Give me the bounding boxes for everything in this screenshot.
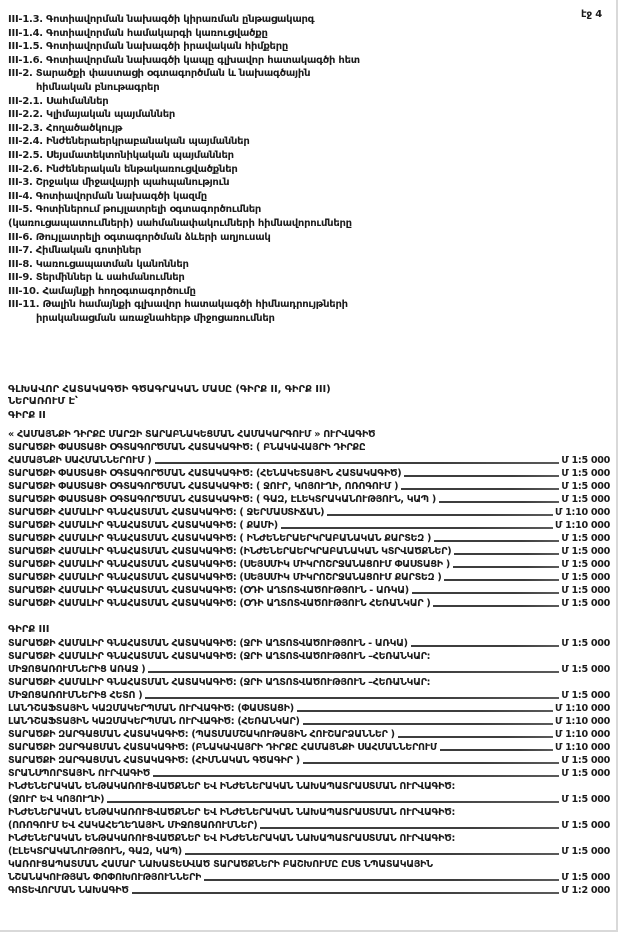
entry-text: ՆՇԱՆԱԿՈՒԹՅԱՆ ՓՈՓՈԽՈՒԹՅՈՒՆՆԵՐԻ [8,871,202,883]
scale-value: Մ 1:10 000 [554,519,610,531]
book3-entries [8,637,610,897]
toc-item: III-2. Տարածքի փաստացի օգտագործման և նախագծային [8,68,311,80]
toc-item: հիմնական բնութագրեր [36,81,160,93]
toc-item: III-3. Շրջակա միջավայրի պահպանություն [8,177,230,189]
map-list-entry [8,715,610,728]
leader-line [260,827,559,829]
toc-item: III-1.4. Գոտիավորման համակարգի կառուցվածքը [8,27,268,39]
leader-line [440,749,553,751]
page-number: էջ 4 [580,9,602,20]
leader-line [153,775,559,777]
entry-text: ՏԱՐԱԾՔԻ ՀԱՄԱԼԻՐ ԳՆԱՀԱՏՄԱՆ ՀԱՏԱԿԱԳԻԾ: (ՍԵՅՍՄԻԿ ՄԻԿՐՈՇՐՋԱՆԱՑՈՒՄ ՔԱՐՏԵԶ ) [8,571,442,583]
scale-value: Մ 1:5 000 [561,767,610,779]
map-list-entry [8,767,610,780]
leader-line [454,553,559,555]
entry-text: ՏԱՐԱԾՔԻ ՓԱՍՏԱՑԻ ՕԳՏԱԳՈՐԾՄԱՆ ՀԱՏԱԿԱԳԻԾ: ( ԲՆԱԿԱՎԱՅՐԻ ԴԻՐՔԸ [8,441,366,453]
entry-line [8,793,610,806]
leader-line [398,736,553,738]
leader-line [404,475,559,477]
toc-item: III-6. Թույլատրելի օգտագործման ձևերի աղյուսակ [8,231,271,243]
entry-text: ԻՆԺԵՆԵՐԱԿԱՆ ԵՆԹԱԿԱՌՈՒՑՎԱԾՔՆԵՐ ԵՎ ԻՆԺԵՆԵՐԱԿԱՆ ՆԱԽԱՊԱՏՐԱՍՏՄԱՆ ՈՒՐՎԱԳԻԾ: [8,780,456,792]
leader-line [148,671,559,673]
entry-line [8,637,610,650]
leader-line [401,488,559,490]
leader-line [439,501,559,503]
entry-text: ՄԻՋՈՑԱՌՈՒՄՆԵՐԻՑ ԱՌԱՋ ) [8,663,146,675]
toc-item: (կառուցապատումների) սահմանափակումների հիմնավորումները [8,217,352,229]
leader-line [281,527,553,529]
includes-label: ՆԵՐԱՌՈՒՄ Է՝ [8,396,78,408]
entry-line [8,767,610,780]
toc-item: III-7. Հիմնական գոտիներ [8,245,142,257]
entry-line [8,545,610,558]
map-list-entry [8,428,610,441]
entry-text: « ՀԱՄԱՅՆՔԻ ԴԻՐՔԸ ՄԱՐԶԻ ՏԱՐԱԲՆԱԿԵՑՄԱՆ ՀԱՄԱԿԱՐԳՈՒՄ » ՈՒՐՎԱԳԻԾ [8,428,376,440]
scale-value: Մ 1:5 000 [561,480,610,492]
entry-line [8,819,610,832]
toc-item: III-11. Թալին համայնքի գլխավոր հատակագծի հիմնադրույթների [8,299,348,311]
entry-line [8,689,610,702]
scale-value: Մ 1:5 000 [561,819,610,831]
map-list-entry [8,858,610,884]
entry-text: ՏԱՐԱԾՔԻ ՀԱՄԱԼԻՐ ԳՆԱՀԱՏՄԱՆ ՀԱՏԱԿԱԳԻԾ: (ՕԴԻ ԱՂՏՈՏՎԱԾՈՒԹՅՈՒՆ - ԱՌԿԱ) [8,584,409,596]
entry-line [8,702,610,715]
map-list-entry [8,558,610,571]
toc-item: իրականացման առաջնահերթ միջոցառումներ [36,313,275,325]
leader-line [107,801,559,803]
entry-text: ՏԱՐԱԾՔԻ ՀԱՄԱԼԻՐ ԳՆԱՀԱՏՄԱՆ ՀԱՏԱԿԱԳԻԾ: (ՍԵՅՍՄԻԿ ՄԻԿՐՈՇՐՋԱՆԱՑՈՒՄ ՓԱՍՏԱՑԻ ) [8,558,450,570]
scale-value: Մ 1:5 000 [561,558,610,570]
leader-line [411,645,560,647]
entry-line [8,715,610,728]
map-list-entry [8,702,610,715]
entry-line [8,571,610,584]
map-list-entry [8,754,610,767]
entry-text: ԼԱՆԴՇԱՖՏԱՅԻՆ ԿԱԶՄԱԿԵՐՊՄԱՆ ՈՒՐՎԱԳԻԾ: (ՀԵՌԱՆԿԱՐ) [8,715,300,727]
book3-label: ԳԻՐՔ III [8,623,50,635]
map-list-entry [8,584,610,597]
entry-line [8,558,610,571]
map-list-entry [8,493,610,506]
leader-line [145,697,559,699]
scale-value: Մ 1:5 000 [561,584,610,596]
entry-text: (ՋՈՒՐ ԵՎ ԿՈՅՈՒՂԻ) [8,793,105,805]
scale-value: Մ 1:10 000 [554,506,610,518]
toc-item: III-1.3. Գոտիավորման նախագծի կիրառման ընթացակարգ [8,14,315,25]
entry-text: (ԷԼԵԿՏՐԱԿԱՆՈՒԹՅՈՒՆ, ԳԱԶ, ԿԱՊ) [8,845,182,857]
entry-line [8,584,610,597]
entry-line [8,780,610,793]
map-list-entry [8,832,610,858]
scale-value: Մ 1:10 000 [554,728,610,740]
scale-value: Մ 1:10 000 [554,741,610,753]
map-list-entry [8,441,610,467]
entry-line [8,871,610,884]
map-list-entry [8,532,610,545]
graphic-part-header [8,384,610,422]
toc-item: III-2.4. Ինժեներաերկրաբանական պայմաններ [8,136,250,148]
scale-value: Մ 1:10 000 [554,702,610,714]
entry-line [8,754,610,767]
entry-line [8,832,610,845]
leader-line [327,514,553,516]
entry-line [8,845,610,858]
map-list-entry [8,884,610,897]
entry-text: ՏԱՐԱԾՔԻ ՀԱՄԱԼԻՐ ԳՆԱՀԱՏՄԱՆ ՀԱՏԱԿԱԳԻԾ: (ՋՐԻ ԱՂՏՈՏՎԱԾՈՒԹՅՈՒՆ –ՀԵՌԱՆԿԱՐ: [8,650,431,662]
toc-item: III-1.5. Գոտիավորման նախագծի իրավական հիմքերը [8,41,289,53]
leader-line [297,710,553,712]
toc-item: III-9. Տերմիններ և սահմանումներ [8,272,185,284]
entry-line [8,858,610,871]
entry-line [8,676,610,689]
entry-text: ՏԱՐԱԾՔԻ ԶԱՐԳԱՑՄԱՆ ՀԱՏԱԿԱԳԻԾ: (ԲՆԱԿԱՎԱՅՐԻ ԴԻՐՔԸ ՀԱՄԱՅՆՔԻ ՍԱՀՄԱՆՆԵՐՈՒՄ [8,741,438,753]
entry-text: ՏԱՐԱԾՔԻ ՓԱՍՏԱՑԻ ՕԳՏԱԳՈՐԾՄԱՆ ՀԱՏԱԿԱԳԻԾ: (ՀԵՆԱԿԵՏԱՅԻՆ ՀԱՏԱԿԱԳԻԾ) [8,467,402,479]
entry-text: ՏԱՐԱԾՔԻ ՀԱՄԱԼԻՐ ԳՆԱՀԱՏՄԱՆ ՀԱՏԱԿԱԳԻԾ: ( ԻՆԺԵՆԵՐԱԵՐԿՐԱԲԱՆԱԿԱՆ ՔԱՐՏԵԶ ) [8,532,432,544]
entry-line [8,884,610,897]
map-list-entry [8,780,610,806]
toc-item: III-1.6. Գոտիավորման նախագծի կապը գլխավոր հատակագծի հետ [8,54,360,66]
entry-line [8,741,610,754]
entry-text: ՏԱՐԱԾՔԻ ՀԱՄԱԼԻՐ ԳՆԱՀԱՏՄԱՆ ՀԱՏԱԿԱԳԻԾ: (ԻՆԺԵՆԵՐԱԵՐԿՐԱԲԱՆԱԿԱՆ ԿՏՐՎԱԾՔՆԵՐ) [8,545,452,557]
entry-text: ՏԱՐԱԾՔԻ ՓԱՍՏԱՑԻ ՕԳՏԱԳՈՐԾՄԱՆ ՀԱՏԱԿԱԳԻԾ: ( ՋՈՒՐ, ԿՈՅՈՒՂԻ, ՈՌՈԳՈՒՄ ) [8,480,399,492]
entry-line [8,441,610,454]
leader-line [412,592,559,594]
map-list-entry [8,545,610,558]
scale-value: Մ 1:5 000 [561,871,610,883]
entry-line [8,532,610,545]
scale-value: Մ 1:2 000 [561,884,610,896]
entry-line [8,597,610,610]
entry-text: ՀԱՄԱՅՆՔԻ ՍԱՀՄԱՆՆԵՐՈՒՄ ) [8,454,152,466]
entry-text: ՏԱՐԱԾՔԻ ՀԱՄԱԼԻՐ ԳՆԱՀԱՏՄԱՆ ՀԱՏԱԿԱԳԻԾ: (ՋՐԻ ԱՂՏՈՏՎԱԾՈՒԹՅՈՒՆ - ԱՌԿԱ) [8,637,408,649]
scale-value: Մ 1:5 000 [561,689,610,701]
map-list-entry [8,676,610,702]
scale-value: Մ 1:5 000 [561,845,610,857]
toc-item: III-2.1. Սահմաններ [8,95,109,107]
scale-value: Մ 1:5 000 [561,793,610,805]
toc-item: III-4. Գոտիավորման նախագծի կազմը [8,190,207,202]
entry-text: ՏԱՐԱԾՔԻ ԶԱՐԳԱՑՄԱՆ ՀԱՏԱԿԱԳԻԾ: (ՊԱՏՄԱՄՇԱԿՈՒԹԱՅԻՆ ՀՈՒՇԱՐՁԱՆՆԵՐ ) [8,728,395,740]
toc-item: III-2.2. Կլիմայական պայմաններ [8,109,176,121]
scale-value: Մ 1:10 000 [554,715,610,727]
entry-text: ԼԱՆԴՇԱՖՏԱՅԻՆ ԿԱԶՄԱԿԵՐՊՄԱՆ ՈՒՐՎԱԳԻԾ: (ՓԱՍՏԱՑԻ) [8,702,294,714]
map-list-entry [8,506,610,519]
toc-item: III-5. Գոտիներում թույլատրելի օգտագործումներ [8,204,262,216]
book2-label: ԳԻՐՔ II [8,409,46,421]
entry-text: ՏՐԱՆՍՊՈՐՏԱՅԻՆ ՈՒՐՎԱԳԻԾ [8,767,150,779]
map-list-entry [8,728,610,741]
entry-line [8,480,610,493]
leader-line [433,605,559,607]
leader-line [434,540,559,542]
toc-item: III-2.5. Սեյսմատեկտոնիկական պայմաններ [8,149,234,161]
leader-line [185,853,559,855]
entry-text: ՏԱՐԱԾՔԻ ԶԱՐԳԱՑՄԱՆ ՀԱՏԱԿԱԳԻԾ: (ՀԻՄՆԱԿԱՆ ԳԾԱԳԻՐ ) [8,754,300,766]
entry-line [8,493,610,506]
entry-line [8,428,610,441]
entry-text: ՏԱՐԱԾՔԻ ՀԱՄԱԼԻՐ ԳՆԱՀԱՏՄԱՆ ՀԱՏԱԿԱԳԻԾ: (ՋՐԻ ԱՂՏՈՏՎԱԾՈՒԹՅՈՒՆ –ՀԵՌԱՆԿԱՐ: [8,676,431,688]
map-list-entry [8,650,610,676]
scale-value: Մ 1:5 000 [561,493,610,505]
entry-line [8,650,610,663]
leader-line [444,579,559,581]
entry-text: ՏԱՐԱԾՔԻ ՓԱՍՏԱՑԻ ՕԳՏԱԳՈՐԾՄԱՆ ՀԱՏԱԿԱԳԻԾ: ( ԳԱԶ, ԷԼԵԿՏՐԱԿԱՆՈՒԹՅՈՒՆ, ԿԱՊ ) [8,493,436,505]
toc-section [8,13,610,326]
map-list-entry [8,467,610,480]
scale-value: Մ 1:5 000 [561,467,610,479]
leader-line [204,879,559,881]
entry-text: ԿԱՌՈՒՑԱՊԱՏՄԱՆ ՀԱՄԱՐ ՆԱԽԱՏԵՍՎԱԾ ՏԱՐԱԾՔՆԵՐԻ ԲԱՇԽՈՒՄԸ ԸՍՏ ՆՊԱՏԱԿԱՅԻՆ [8,858,433,870]
map-list-entry [8,637,610,650]
entry-line [8,454,610,467]
leader-line [303,762,560,764]
scale-value: Մ 1:5 000 [561,454,610,466]
scale-value: Մ 1:5 000 [561,532,610,544]
entry-text: ՄԻՋՈՑԱՌՈՒՄՆԵՐԻՑ ՀԵՏՈ ) [8,689,143,701]
entry-text: ԳՈՏԵՎՈՐՄԱՆ ՆԱԽԱԳԻԾ [8,884,129,896]
map-list-entry [8,597,610,610]
book2-entries [8,428,610,610]
entry-text: (ՈՌՈԳՈՒՄ ԵՎ ՀԱԿԱՀԵՂԵՂԱՅԻՆ ՄԻՋՈՑԱՌՈՒՄՆԵՐ) [8,819,258,831]
entry-text: ՏԱՐԱԾՔԻ ՀԱՄԱԼԻՐ ԳՆԱՀԱՏՄԱՆ ՀԱՏԱԿԱԳԻԾ: ( ՋԵՐՄԱՍՏԻՃԱՆ) [8,506,325,518]
entry-line [8,519,610,532]
toc-item: III-2.6. Ինժեներական ենթակառուցվածքներ [8,163,238,175]
map-list-entry [8,480,610,493]
map-list-entry [8,741,610,754]
leader-line [155,462,560,464]
leader-line [132,892,560,894]
entry-text: ՏԱՐԱԾՔԻ ՀԱՄԱԼԻՐ ԳՆԱՀԱՏՄԱՆ ՀԱՏԱԿԱԳԻԾ: ( ՔԱՄԻ) [8,519,278,531]
scale-value: Մ 1:5 000 [561,571,610,583]
scale-value: Մ 1:5 000 [561,754,610,766]
entry-line [8,728,610,741]
entry-line [8,467,610,480]
scale-value: Մ 1:5 000 [561,545,610,557]
map-list-entry [8,571,610,584]
graphic-part-title: ԳԼԽԱՎՈՐ ՀԱՏԱԿԱԳԾԻ ԳԾԱԳՐԱԿԱՆ ՄԱՍԸ (ԳԻՐՔ II, ԳԻՐՔ III) [8,383,331,395]
entry-text: ԻՆԺԵՆԵՐԱԿԱՆ ԵՆԹԱԿԱՌՈՒՑՎԱԾՔՆԵՐ ԵՎ ԻՆԺԵՆԵՐԱԿԱՆ ՆԱԽԱՊԱՏՐԱՍՏՄԱՆ ՈՒՐՎԱԳԻԾ: [8,806,456,818]
map-list-entry [8,519,610,532]
entry-line [8,663,610,676]
leader-line [453,566,559,568]
entry-text: ՏԱՐԱԾՔԻ ՀԱՄԱԼԻՐ ԳՆԱՀԱՏՄԱՆ ՀԱՏԱԿԱԳԻԾ: (ՕԴԻ ԱՂՏՈՏՎԱԾՈՒԹՅՈՒՆ ՀԵՌԱՆԿԱՐ ) [8,597,431,609]
scale-value: Մ 1:5 000 [561,597,610,609]
scale-value: Մ 1:5 000 [561,637,610,649]
scale-value: Մ 1:5 000 [561,663,610,675]
toc-item: III-2.3. Հողածածկույթ [8,122,123,134]
entry-text: ԻՆԺԵՆԵՐԱԿԱՆ ԵՆԹԱԿԱՌՈՒՑՎԱԾՔՆԵՐ ԵՎ ԻՆԺԵՆԵՐԱԿԱՆ ՆԱԽԱՊԱՏՐԱՍՏՄԱՆ ՈՒՐՎԱԳԻԾ: [8,832,456,844]
toc-item: III-10. Համայնքի հողօգտագործումը [8,285,196,297]
map-list-entry [8,806,610,832]
entry-line [8,506,610,519]
leader-line [303,723,553,725]
toc-item: III-8. Կառուցապատման կանոններ [8,258,189,270]
entry-line [8,806,610,819]
